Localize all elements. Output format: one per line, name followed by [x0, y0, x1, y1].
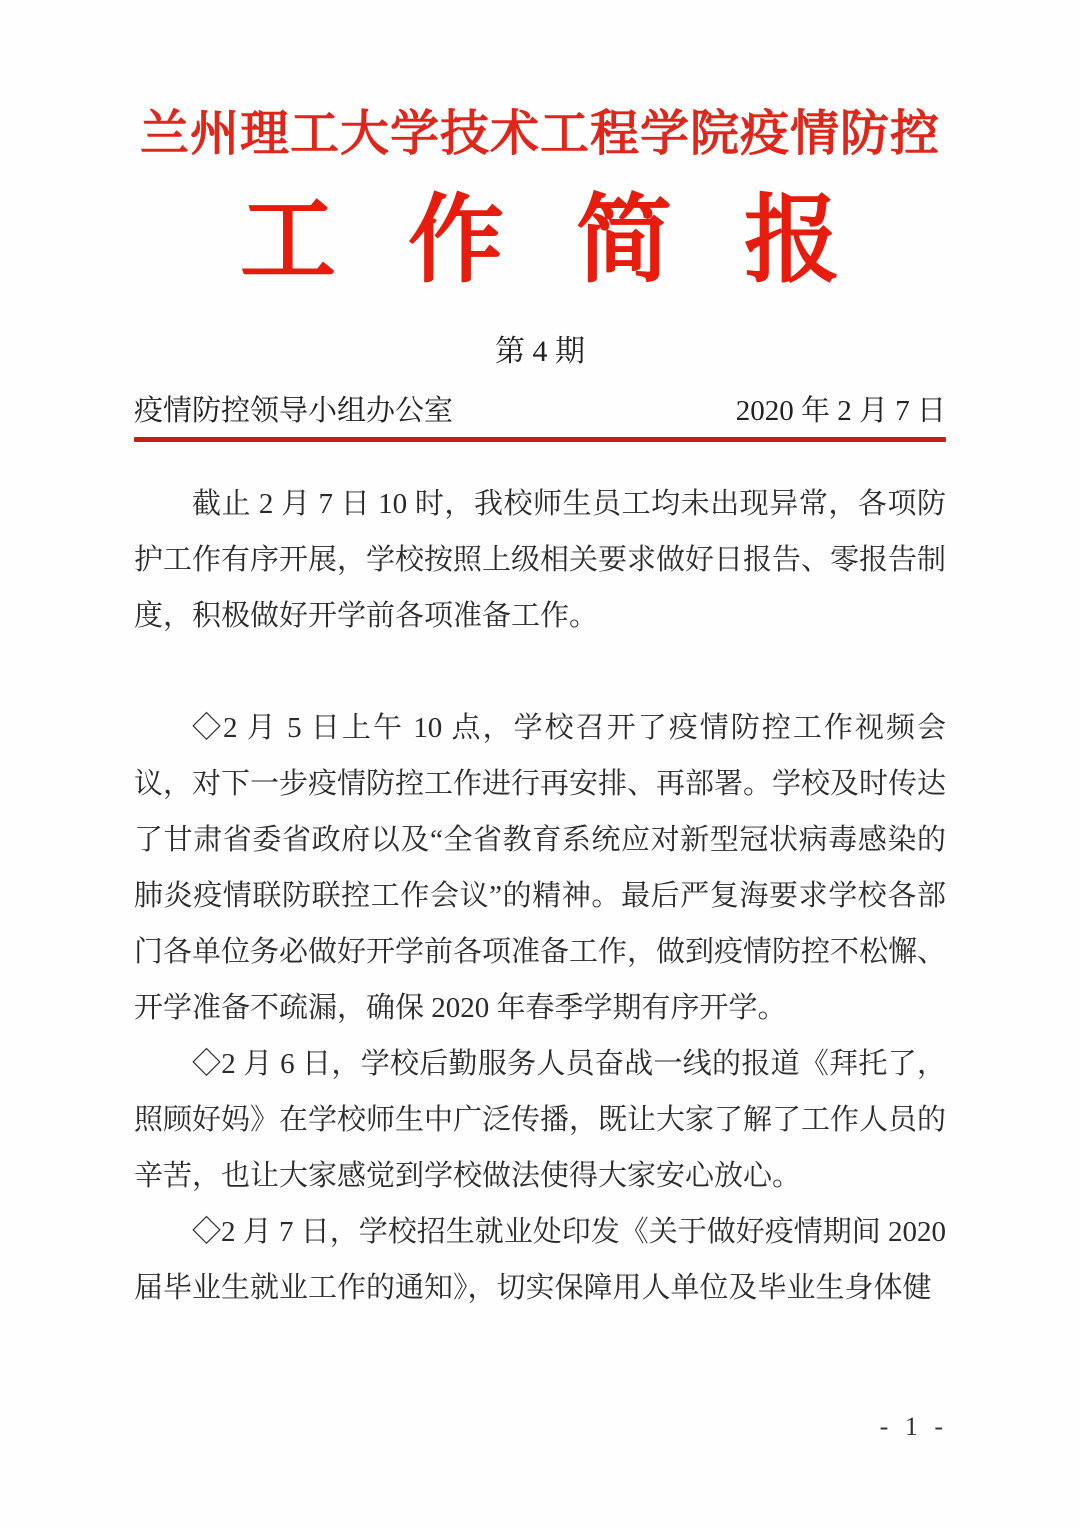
body-text [134, 476, 946, 1316]
issuing-office: 疫情防控领导小组办公室 [134, 395, 454, 428]
header-divider-rule [134, 437, 946, 442]
meta-row [134, 393, 946, 431]
page-number: - 1 - [879, 1412, 948, 1441]
issue-date: 2020 年 2 月 7 日 [735, 395, 946, 428]
paragraph-status-summary: 截止 2 月 7 日 10 时，我校师生员工均未出现异常，各项防护工作有序开展，学校按照上级相关要求做好日报告、零报告制度，积极做好开学前各项准备工作。 [134, 488, 947, 633]
org-title: 兰州理工大学技术工程学院疫情防控 [139, 107, 940, 161]
document-content [134, 104, 946, 1316]
paragraph-feb7-notice: ◇2 月 7 日，学校招生就业处印发《关于做好疫情期间 2020 届毕业生就业工作的通知》，切实保障用人单位及毕业生身体健 [134, 1216, 947, 1305]
bulletin-main-title: 工 作 简 报 [240, 187, 840, 295]
paragraph-feb5-meeting: ◇2 月 5 日上午 10 点，学校召开了疫情防控工作视频会议，对下一步疫情防控工作进行再安排、再部署。学校及时传达了甘肃省委省政府以及“全省教育系统应对新型冠状病毒感染的肺炎疫情联防联控工作会议”的精神。最后严复海要求学校各部门各单位务必做好开学前各项准备工作，做到疫情防控不松懈、开学准备不疏漏，确保 2020 年春季学期有序开学。 [134, 712, 947, 1025]
paragraph-feb6-report: ◇2 月 6 日，学校后勤服务人员奋战一线的报道《拜托了，照顾好妈》在学校师生中广泛传播，既让大家了解了工作人员的辛苦，也让大家感觉到学校做法使得大家安心放心。 [134, 1048, 947, 1193]
issue-number: 第 4 期 [495, 335, 585, 369]
